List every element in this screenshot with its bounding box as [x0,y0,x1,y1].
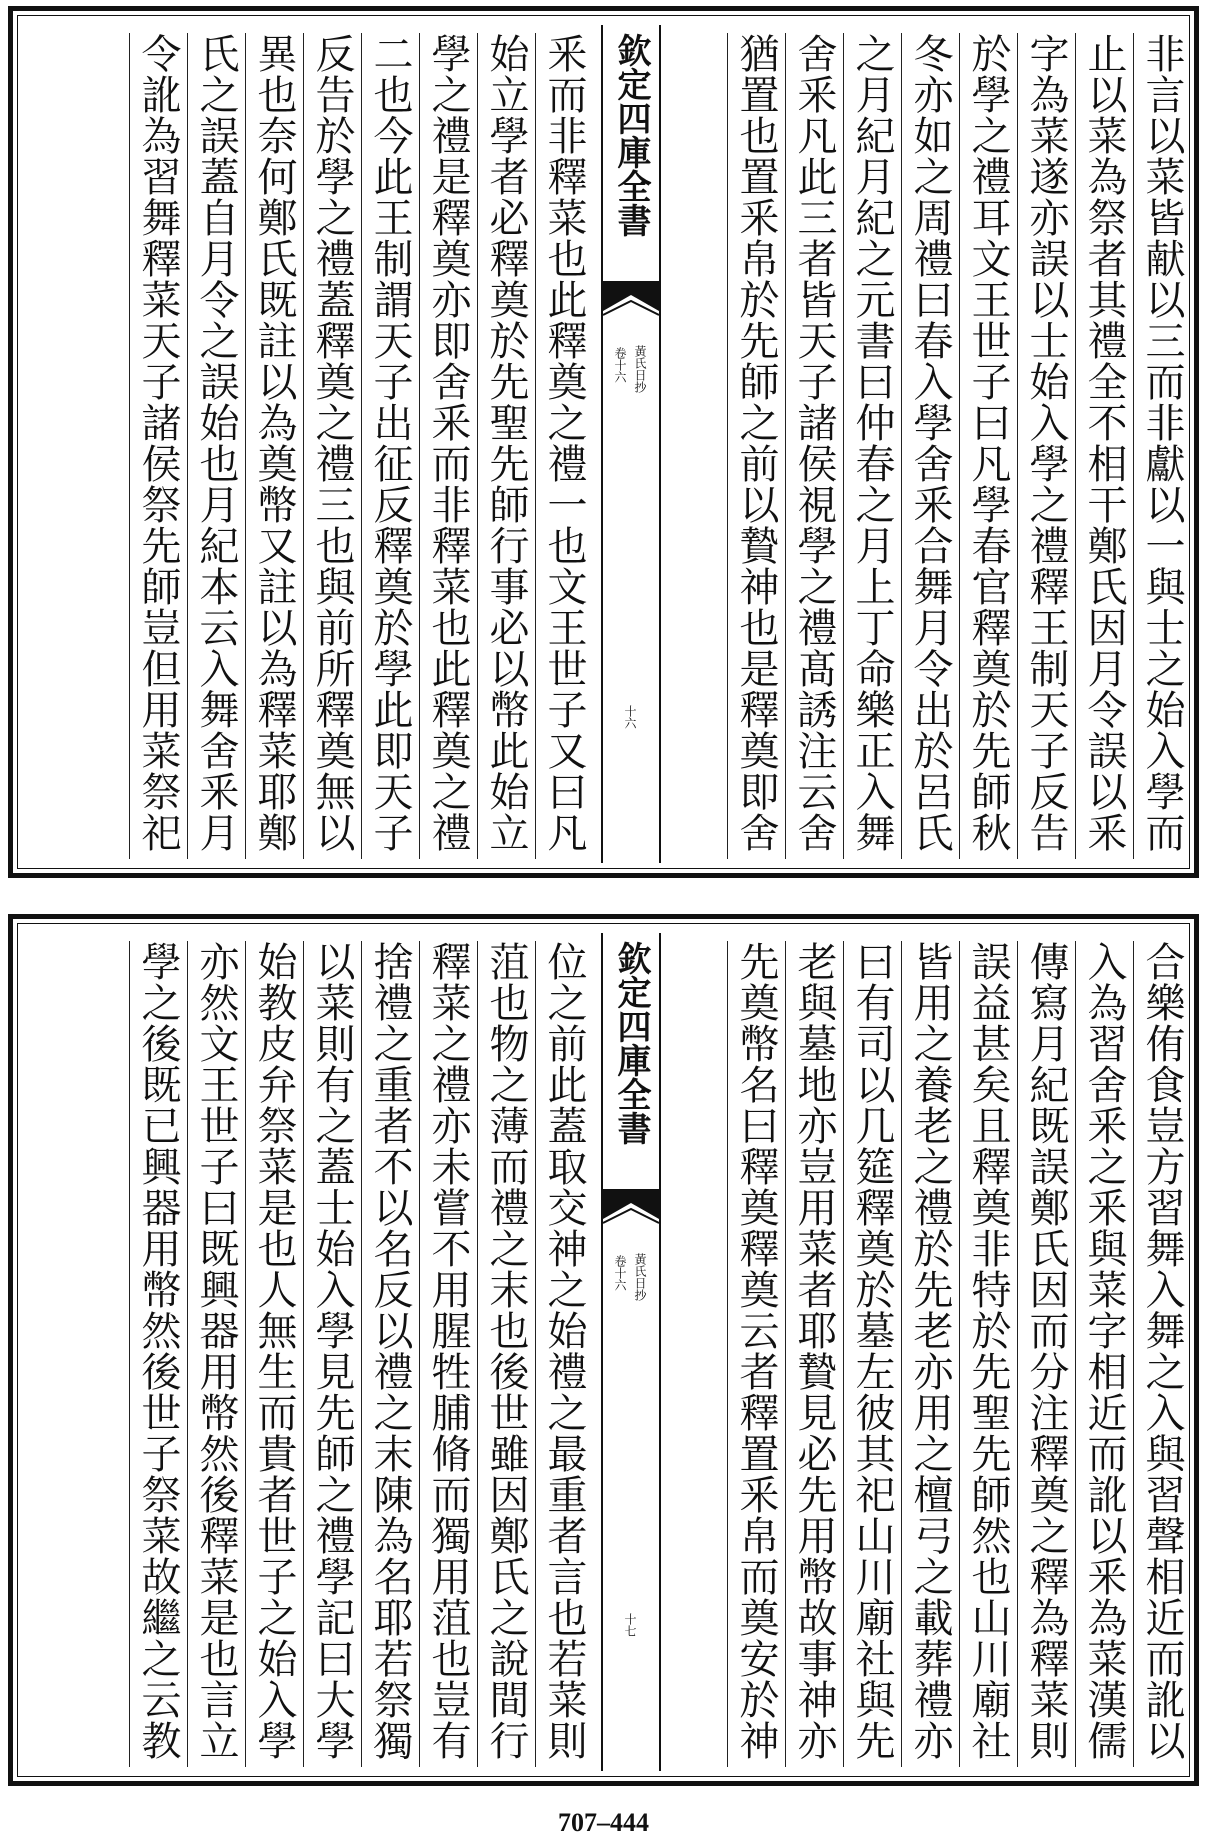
text-column [1133,941,1189,1767]
column-text: 猶置也置釆帛於先師之前以贄神也是釋奠即舍 [733,33,779,853]
text-column [785,33,841,859]
column-text: 二也今此王制謂天子出征反釋奠於學此即天子 [367,33,413,853]
column-text: 傳寫月紀既誤鄭氏因而分注釋奠之釋為釋菜則 [1023,941,1069,1761]
column-text: 位之前此蓋取交神之始禮之最重者言也若菜則 [541,941,587,1761]
folio-number: 十六 [623,705,637,729]
text-column [1075,941,1131,1767]
text-column [419,33,475,859]
column-text: 字為菜遂亦誤以士始入學之禮釋王制天子反告 [1023,33,1069,853]
text-column [1017,941,1073,1767]
column-text: 異也奈何鄭氏既註以為奠幣又註以為釋菜耶鄭 [251,33,297,853]
column-text: 入為習舍釆之釆與菜字相近而訛以釆為菜漢儒 [1081,941,1127,1761]
column-text: 亦然文王世子曰既興器用幣然後釋菜是也言立 [193,941,239,1761]
text-column [1017,33,1073,859]
text-column [129,941,185,1767]
column-text: 釋菜之禮亦未嘗不用腥牲脯脩而獨用菹也豈有 [425,941,471,1761]
column-text: 曰有司以几筵釋奠於墓左彼其祀山川廟社與先 [849,941,895,1761]
volume-label: 卷十六 [613,1255,627,1291]
column-text: 始教皮弁祭菜是也人無生而貴者世子之始入學 [251,941,297,1761]
text-column [1075,33,1131,859]
page-number-footer: 707–444 [558,1808,649,1837]
column-text: 學之禮是釋奠亦即舍釆而非釋菜也此釋奠之禮 [425,33,471,853]
center-banner [601,933,661,1771]
column-text: 非言以菜皆献以三而非獻以一與士之始入學而 [1139,33,1185,853]
text-column [303,33,359,859]
fishtail-ornament-icon [603,1189,659,1229]
text-column [727,33,783,859]
volume-label: 卷十六 [613,347,627,383]
center-banner [601,25,661,863]
column-text: 止以菜為祭者其禮全不相干鄭氏因月令誤以釆 [1081,33,1127,853]
text-column [419,941,475,1767]
column-text: 捨禮之重者不以名反以禮之末陳為名耶若祭獨 [367,941,413,1761]
column-text: 合樂侑食豈方習舞入舞之入與習聲相近而訛以 [1139,941,1185,1761]
text-column [245,33,301,859]
top-page-panel [8,6,1199,878]
column-text: 氏之誤蓋自月令之誤始也月紀本云入舞舍釆月 [193,33,239,853]
column-text: 先奠幣名曰釋奠釋奠云者釋置釆帛而奠安於神 [733,941,779,1761]
column-text: 於學之禮耳文王世子曰凡學春官釋奠於先師秋 [965,33,1011,853]
book-title: 黃氏日抄 [633,1253,647,1301]
column-text: 釆而非釋菜也此釋奠之禮一也文王世子又曰凡 [541,33,587,853]
collection-title: 欽定四庫全書 [611,33,651,237]
column-text: 舍釆凡此三者皆天子諸侯視學之禮髙誘注云舍 [791,33,837,853]
text-column [535,33,591,859]
text-column [785,941,841,1767]
text-column [1133,33,1189,859]
column-text: 之月紀月紀之元書曰仲春之月上丁命樂正入舞 [849,33,895,853]
column-text: 皆用之養老之禮於先老亦用之檀弓之載葬禮亦 [907,941,953,1761]
text-column [477,941,533,1767]
book-title: 黃氏日抄 [633,345,647,393]
text-column [901,33,957,859]
text-column [303,941,359,1767]
text-column [129,33,185,859]
column-text: 老與墓地亦豈用菜者耶贄見必先用幣故事神亦 [791,941,837,1761]
fishtail-ornament-icon [603,281,659,321]
collection-title: 欽定四庫全書 [611,941,651,1145]
column-text: 以菜則有之蓋士始入學見先師之禮學記曰大學 [309,941,355,1761]
text-column [843,33,899,859]
text-column [727,941,783,1767]
text-column [361,941,417,1767]
text-column [361,33,417,859]
text-column [959,941,1015,1767]
text-column [843,941,899,1767]
text-column [959,33,1015,859]
column-text: 反告於學之禮蓋釋奠之禮三也與前所釋奠無以 [309,33,355,853]
folio-number: 十七 [623,1613,637,1637]
text-column [901,941,957,1767]
text-column [535,941,591,1767]
column-text: 菹也物之薄而禮之末也後世雖因鄭氏之說間行 [483,941,529,1761]
text-column [187,941,243,1767]
text-column [187,33,243,859]
column-text: 誤益甚矣且釋奠非特於先聖先師然也山川廟社 [965,941,1011,1761]
column-text: 始立學者必釋奠於先聖先師行事必以幣此始立 [483,33,529,853]
bottom-page-panel [8,914,1199,1786]
column-text: 令訛為習舞釋菜天子諸侯祭先師豈但用菜祭祀 [135,33,181,853]
column-text: 冬亦如之周禮曰春入學舍釆合舞月令出於呂氏 [907,33,953,853]
text-column [477,33,533,859]
text-column [245,941,301,1767]
column-text: 學之後既已興器用幣然後世子祭菜故繼之云教 [135,941,181,1761]
